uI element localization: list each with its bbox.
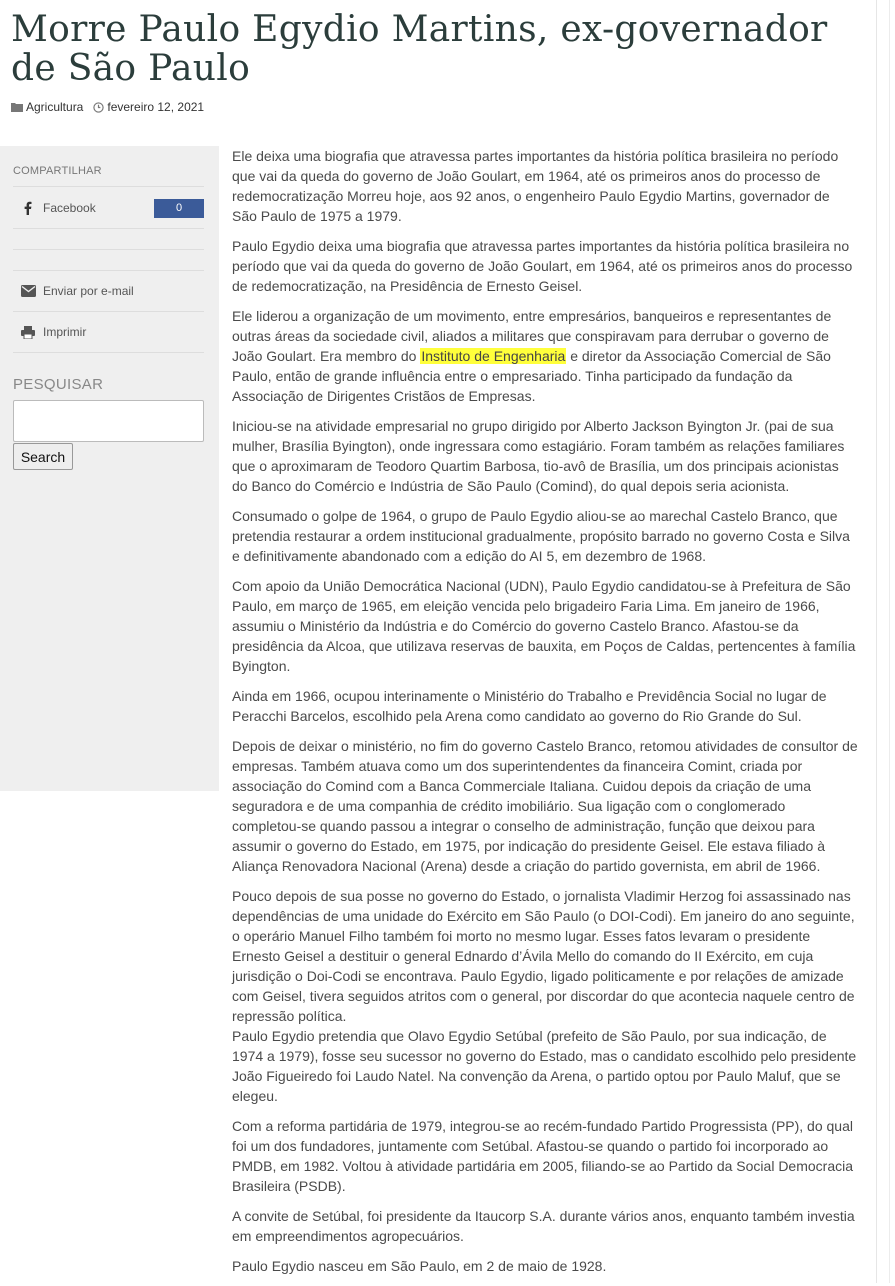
article-meta — [11, 100, 204, 114]
facebook-icon — [13, 201, 43, 215]
article-paragraph: Depois de deixar o ministério, no fim do governo Castelo Branco, retomou atividades de consultor de empresas. Também atuava como um dos superintendentes da financeira Comint, criada por associação do Comind com a Banca Commerciale Italiana. Cuidou depois da criação de uma seguradora e de uma companhia de crédito imobiliário. Sua ligação com o conglomerado completou-se quando passou a integrar o conselho de administração, função que deixou para assumir o governo do Estado, em 1975, por indicação do presidente Geisel. Ele estava filiado à Aliança Renovadora Nacional (Arena) desde a criação do partido governista, em abril de 1966. — [232, 738, 858, 874]
post-date — [93, 100, 204, 114]
facebook-share-button[interactable] — [13, 187, 204, 229]
share-spacer — [13, 229, 204, 250]
article-title: Morre Paulo Egydio Martins, ex-governador de São Paulo — [11, 9, 828, 89]
category-label: Agricultura — [26, 100, 84, 114]
print-button[interactable] — [13, 312, 204, 353]
email-label: Enviar por e-mail — [43, 284, 134, 298]
article-paragraph — [232, 306, 858, 406]
search-button[interactable]: Search — [13, 443, 73, 470]
article-paragraph: Paulo Egydio pretendia que Olavo Egydio Setúbal (prefeito de São Paulo, por sua indicação, de 1974 a 1979), fosse seu sucessor no governo do Estado, mas o candidato escolhido pelo presidente João Figueiredo foi Laudo Natel. Na convenção da Arena, o partido optou por Paulo Maluf, que se elegeu. — [232, 1028, 857, 1104]
paragraph-text: e diretor da Associação Comercial de São Paulo, então de grande influência entre o empresariado. Tinha participado da fundação da Associação de Dirigentes Cristãos de Empresas. — [232, 348, 831, 404]
page-edge-divider — [889, 0, 890, 1283]
article-paragraph: Iniciou-se na atividade empresarial no grupo dirigido por Alberto Jackson Byington Jr. (pai de sua mulher, Brasília Byington), onde ingressara como estagiário. Foram também as relações familiares que o aproximaram de Teodoro Quartim Barbosa, tio-avô de Brasília, um dos principais acionistas do Banco do Comércio e Indústria de São Paulo (Comind), do qual depois seria acionista. — [232, 418, 845, 494]
highlighted-link[interactable]: Instituto de Engenharia — [421, 348, 566, 364]
column-divider — [876, 0, 877, 1283]
facebook-label: Facebook — [43, 200, 96, 215]
share-heading: COMPARTILHAR — [13, 146, 204, 187]
article-paragraph: Pouco depois de sua posse no governo do Estado, o jornalista Vladimir Herzog foi assassinado nas dependências de uma unidade do Exército em São Paulo (o DOI-Codi). Em janeiro do ano seguinte, o operário Manuel Filho também foi morto no mesmo lugar. Esses fatos levaram o presidente Ernesto Geisel a destituir o general Ednardo d’Ávila Mello do comando do II Exército, em cuja jurisdição o Doi-Codi se encontrava. Paulo Egydio, ligado politicamente e por relações de amizade com Geisel, tivera seguidos atritos com o general, por discordar do que acontecia naquele centro de repressão política. — [232, 888, 855, 1024]
article-paragraph: Paulo Egydio nasceu em São Paulo, em 2 de maio de 1928. — [232, 1258, 607, 1274]
envelope-icon — [13, 285, 43, 297]
printer-icon — [13, 326, 43, 339]
article-paragraph: Ele deixa uma biografia que atravessa partes importantes da história política brasileira no período que vai da queda do governo de João Goulart, em 1964, até os primeiros anos do processo de redemocratização Morreu hoje, aos 92 anos, o engenheiro Paulo Egydio Martins, governador de São Paulo de 1975 a 1979. — [232, 148, 839, 224]
share-sidebar — [0, 146, 219, 791]
search-input[interactable] — [13, 400, 204, 442]
article-paragraph: Com a reforma partidária de 1979, integrou-se ao recém-fundado Partido Progressista (PP), do qual foi um dos fundadores, juntamente com Setúbal. Afastou-se quando o partido foi incorporado ao PMDB, em 1982. Voltou à atividade partidária em 2005, filiando-se ao Partido da Social Democracia Brasileira (PSDB). — [232, 1118, 854, 1194]
article-paragraph: Com apoio da União Democrática Nacional (UDN), Paulo Egydio candidatou-se à Prefeitura de São Paulo, em março de 1965, em eleição vencida pelo brigadeiro Faria Lima. Em janeiro de 1966, assumiu o Ministério da Indústria e do Comércio do governo Castelo Branco. Afastou-se da presidência da Alcoa, que utilizava reservas de bauxita, em Poços de Caldas, pertencentes à família Byington. — [232, 578, 856, 674]
print-label: Imprimir — [43, 325, 87, 339]
share-spacer — [13, 250, 204, 271]
search-heading: PESQUISAR — [13, 376, 104, 393]
category-link[interactable] — [11, 100, 83, 114]
date-label: fevereiro 12, 2021 — [107, 100, 205, 114]
facebook-share-count: 0 — [154, 199, 204, 218]
article-paragraph: A convite de Setúbal, foi presidente da Itaucorp S.A. durante vários anos, enquanto também investia em empreendimentos agropecuários. — [232, 1208, 855, 1244]
article-paragraph: Paulo Egydio deixa uma biografia que atravessa partes importantes da história política brasileira no período que vai da queda do governo de João Goulart, em 1964, até os primeiros anos do processo de redemocratização, na Presidência de Ernesto Geisel. — [232, 238, 853, 294]
article-body — [232, 146, 858, 1286]
clock-icon — [93, 102, 104, 113]
email-share-button[interactable] — [13, 271, 204, 312]
folder-icon — [11, 102, 23, 112]
paragraph-text: Ele liderou a organização de um movimento, entre empresários, banqueiros e representantes de outras áreas da sociedade civil, aliados a militares que conspiravam para derrubar o governo de João Goulart. Era membro do — [232, 308, 832, 364]
article-paragraph: Ainda em 1966, ocupou interinamente o Ministério do Trabalho e Previdência Social no lugar de Peracchi Barcelos, escolhido pela Arena como candidato ao governo do Rio Grande do Sul. — [232, 688, 827, 724]
article-paragraph: Consumado o golpe de 1964, o grupo de Paulo Egydio aliou-se ao marechal Castelo Branco, que pretendia restaurar a ordem institucional gradualmente, propósito barrado no governo Costa e Silva e definitivamente abandonado com a edição do AI 5, em dezembro de 1968. — [232, 508, 850, 564]
